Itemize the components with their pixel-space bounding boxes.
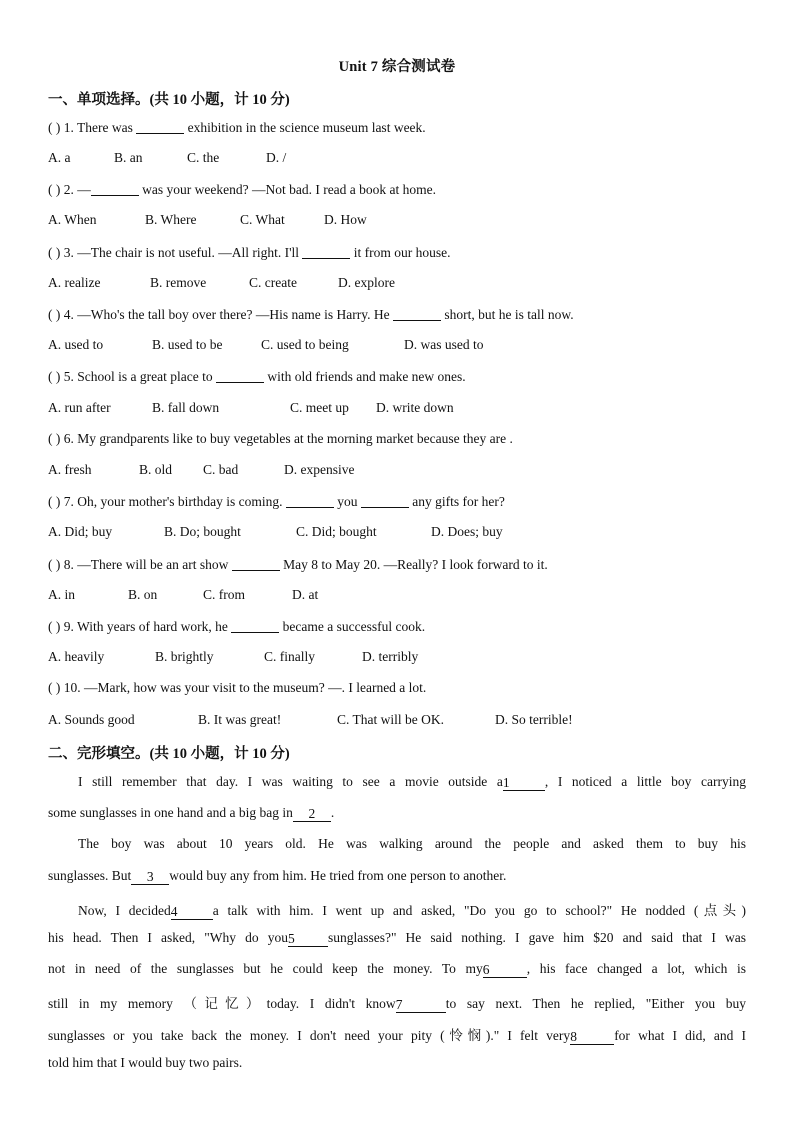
passage-line: Now, I decided4 a talk with him. I went up and asked, "Do you go to school?" He nodded (点头) bbox=[78, 903, 746, 919]
option-c: C. meet up bbox=[290, 400, 349, 415]
answer-blank bbox=[286, 493, 334, 508]
option-c: C. the bbox=[187, 150, 220, 165]
question-3: ( ) 3. —The chair is not useful. —All right. I'll it from our house. bbox=[48, 245, 451, 260]
question-7-options bbox=[48, 524, 503, 540]
passage-line: sunglasses. But 3 would buy any from him. He tried from one person to another. bbox=[48, 868, 507, 884]
option-a: A. fresh bbox=[48, 462, 92, 477]
option-c: C. Did; bought bbox=[296, 524, 377, 539]
cloze-blank[interactable]: 3 bbox=[131, 870, 169, 885]
question-8-options bbox=[48, 587, 318, 603]
option-d: D. terribly bbox=[362, 649, 419, 664]
cloze-blank[interactable]: 6 bbox=[483, 963, 527, 978]
answer-bracket[interactable]: ( ) bbox=[48, 431, 61, 446]
option-b: B. remove bbox=[150, 275, 207, 290]
cloze-blank[interactable]: 2 bbox=[293, 807, 331, 822]
answer-bracket[interactable]: ( ) bbox=[48, 307, 61, 322]
passage-line: sunglasses or you take back the money. I don't need your pity (怜悯)." I felt very8 for what I did, and I bbox=[48, 1028, 746, 1044]
passage-line: The boy was about 10 years old. He was walking around the people and asked them to buy his bbox=[78, 836, 746, 851]
passage-line: I still remember that day. I was waiting to see a movie outside a1 , I noticed a little boy carrying bbox=[78, 774, 746, 790]
answer-blank bbox=[91, 181, 139, 196]
option-a: A. used to bbox=[48, 337, 104, 352]
question-5-options bbox=[48, 400, 454, 416]
question-2-options bbox=[48, 212, 367, 228]
section1-heading: 一、单项选择。(共 10 小题，计 10 分) bbox=[48, 92, 290, 108]
question-5: ( ) 5. School is a great place to with old friends and make new ones. bbox=[48, 369, 466, 384]
question-1: ( ) 1. There was exhibition in the science museum last week. bbox=[48, 120, 426, 135]
question-9-options bbox=[48, 649, 418, 665]
option-d: D. expensive bbox=[284, 462, 355, 477]
answer-bracket[interactable]: ( ) bbox=[48, 619, 61, 634]
answer-bracket[interactable]: ( ) bbox=[48, 182, 61, 197]
answer-blank bbox=[136, 119, 184, 134]
option-c: C. create bbox=[249, 275, 297, 290]
question-2: ( ) 2. — was your weekend? —Not bad. I read a book at home. bbox=[48, 182, 437, 197]
section2-heading: 二、完形填空。(共 10 小题，计 10 分) bbox=[48, 746, 290, 762]
question-4: ( ) 4. —Who's the tall boy over there? —His name is Harry. He short, but he is tall now. bbox=[48, 307, 574, 322]
option-a: A. realize bbox=[48, 275, 101, 290]
option-d: D. at bbox=[292, 587, 319, 602]
option-c: C. from bbox=[203, 587, 245, 602]
passage-line: his head. Then I asked, "Why do you5 sunglasses?" He said nothing. I gave him $20 and said that I was bbox=[48, 930, 747, 946]
option-a: A. Did; buy bbox=[48, 524, 113, 539]
option-b: B. It was great! bbox=[198, 712, 282, 727]
answer-blank bbox=[216, 368, 264, 383]
option-c: C. finally bbox=[264, 649, 315, 664]
question-6: ( ) 6. My grandparents like to buy vegetables at the morning market because they are . bbox=[48, 431, 513, 446]
option-d: D. How bbox=[324, 212, 367, 227]
option-c: C. used to being bbox=[261, 337, 349, 352]
question-10: ( ) 10. —Mark, how was your visit to the museum? —. I learned a lot. bbox=[48, 680, 427, 695]
passage-line: not in need of the sunglasses but he could keep the money. To my6 , his face changed a lot, which is bbox=[48, 961, 746, 977]
answer-blank bbox=[231, 618, 279, 633]
option-a: A. When bbox=[48, 212, 97, 227]
option-b: B. old bbox=[139, 462, 173, 477]
answer-bracket[interactable]: ( ) bbox=[48, 120, 61, 135]
option-b: B. used to be bbox=[152, 337, 223, 352]
answer-blank bbox=[393, 306, 441, 321]
question-1-options bbox=[48, 150, 286, 166]
option-b: B. Where bbox=[145, 212, 197, 227]
option-a: A. Sounds good bbox=[48, 712, 135, 727]
cloze-blank[interactable]: 7 bbox=[396, 998, 446, 1013]
option-c: C. That will be OK. bbox=[337, 712, 444, 727]
cloze-blank[interactable]: 4 bbox=[171, 905, 213, 920]
option-b: B. on bbox=[128, 587, 158, 602]
answer-bracket[interactable]: ( ) bbox=[48, 680, 61, 695]
option-d: D. / bbox=[266, 150, 287, 165]
answer-bracket[interactable]: ( ) bbox=[48, 557, 61, 572]
option-d: D. Does; buy bbox=[431, 524, 503, 539]
option-d: D. So terrible! bbox=[495, 712, 573, 727]
question-4-options bbox=[48, 337, 484, 353]
option-b: B. brightly bbox=[155, 649, 214, 664]
option-a: A. a bbox=[48, 150, 71, 165]
cloze-blank[interactable]: 8 bbox=[570, 1030, 614, 1045]
answer-blank bbox=[232, 556, 280, 571]
answer-bracket[interactable]: ( ) bbox=[48, 369, 61, 384]
passage-line: told him that I would buy two pairs. bbox=[48, 1055, 243, 1070]
option-d: D. was used to bbox=[404, 337, 484, 352]
option-c: C. bad bbox=[203, 462, 239, 477]
option-a: A. heavily bbox=[48, 649, 105, 664]
answer-blank bbox=[361, 493, 409, 508]
question-3-options bbox=[48, 275, 395, 291]
option-b: B. Do; bought bbox=[164, 524, 241, 539]
passage-line: some sunglasses in one hand and a big bag in 2 . bbox=[48, 805, 335, 821]
answer-blank bbox=[302, 244, 350, 259]
option-c: C. What bbox=[240, 212, 285, 227]
cloze-blank[interactable]: 5 bbox=[288, 932, 328, 947]
answer-bracket[interactable]: ( ) bbox=[48, 245, 61, 260]
option-b: B. fall down bbox=[152, 400, 220, 415]
question-8: ( ) 8. —There will be an art show May 8 to May 20. —Really? I look forward to it. bbox=[48, 557, 548, 572]
page-title: Unit 7 综合测试卷 bbox=[338, 59, 456, 75]
cloze-blank[interactable]: 1 bbox=[503, 776, 545, 791]
question-9: ( ) 9. With years of hard work, he became a successful cook. bbox=[48, 619, 426, 634]
option-b: B. an bbox=[114, 150, 143, 165]
option-d: D. write down bbox=[376, 400, 454, 415]
question-7: ( ) 7. Oh, your mother's birthday is coming. you any gifts for her? bbox=[48, 494, 505, 509]
passage-line: still in my memory （记忆）today. I didn't know7 to say next. Then he replied, "Either you buy bbox=[48, 996, 746, 1012]
option-d: D. explore bbox=[338, 275, 395, 290]
answer-bracket[interactable]: ( ) bbox=[48, 494, 61, 509]
question-6-options bbox=[48, 462, 354, 478]
question-10-options bbox=[48, 712, 573, 728]
option-a: A. run after bbox=[48, 400, 111, 415]
option-a: A. in bbox=[48, 587, 75, 602]
